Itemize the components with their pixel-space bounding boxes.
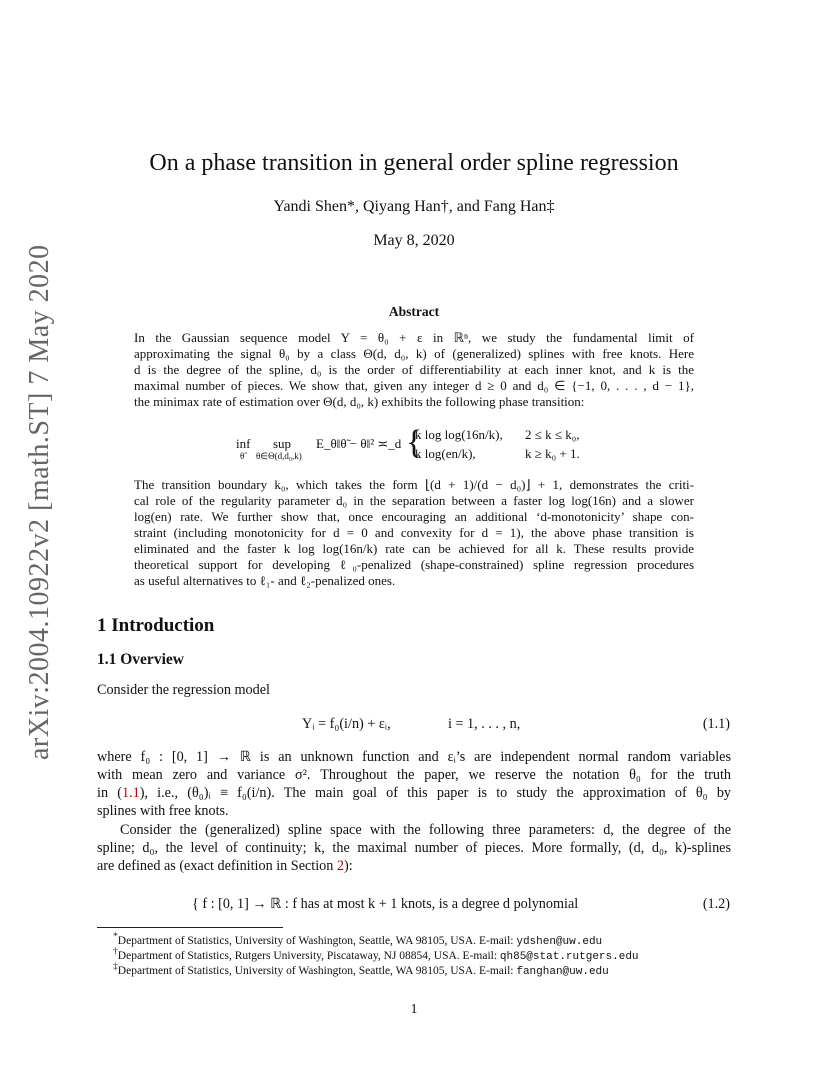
paper-date: May 8, 2020 <box>373 232 455 249</box>
abstract-line: the minimax rate of estimation over Θ(d, d₀, k) exhibits the following phase transition: <box>134 394 585 409</box>
body-line: where f₀ : [0, 1] → ℝ is an unknown function and εᵢ’s are independent normal random variables <box>97 749 731 765</box>
abstract-line: d is the degree of the spline, d₀ is the order of differentiability at each inner knot, and k is the <box>134 362 694 377</box>
left-brace: { <box>406 424 423 461</box>
abstract-line: approximating the signal θ₀ by a class Θ(d, d₀, k) of (generalized) splines with free knots. Here <box>134 346 694 361</box>
equation-1-1-lhs: Yᵢ = f₀(i/n) + εᵢ, <box>302 716 391 732</box>
display-cond1: 2 ≤ k ≤ k₀, <box>525 427 580 442</box>
abstract-line: log(en) rate. We further show that, once encouraging an additional ‘d-monotonicity’ shape con- <box>134 509 694 524</box>
body-line: with mean zero and variance σ². Throughout the paper, we reserve the notation θ₀ for the truth <box>97 767 731 783</box>
page-number: 1 <box>410 1002 418 1017</box>
display-inf-sub: θ̃ <box>240 451 245 461</box>
footnote: ‡Department of Statistics, University of Washington, Seattle, WA 98105, USA. E-mail: fanghan@uw.edu <box>113 961 609 978</box>
display-sup: sup <box>273 436 292 451</box>
abstract-line: The transition boundary k₀, which takes the form ⌊(d + 1)/(d − d₀)⌋ + 1, demonstrates the criti- <box>134 477 694 492</box>
footnote-email: qh85@stat.rutgers.edu <box>499 950 639 963</box>
abstract-line: eliminated and the faster k log log(16n/k) rate can be achieved for all k. These results provide <box>134 541 694 556</box>
abstract-line: as useful alternatives to ℓ₁- and ℓ₂-penalized ones. <box>134 573 396 588</box>
footnote: *Department of Statistics, University of Washington, Seattle, WA 98105, USA. E-mail: ydshen@uw.edu <box>113 931 603 948</box>
display-cond2: k ≥ k₀ + 1. <box>525 446 580 461</box>
body-line: spline; d₀, the level of continuity; k, the maximal number of pieces. More formally, (d, d₀, k)-splines <box>97 840 731 856</box>
equation-reference-link[interactable]: 1.1 <box>121 785 140 801</box>
paper-title: On a phase transition in general order spline regression <box>149 150 679 176</box>
abstract-line: cal role of the regularity parameter d₀ in the separation between a faster log log(16n) and a slower <box>134 493 694 508</box>
equation-1-2: { f : [0, 1] → ℝ : f has at most k + 1 knots, is a degree d polynomial <box>192 896 579 912</box>
author-list: Yandi Shen*, Qiyang Han†, and Fang Han‡ <box>273 198 555 215</box>
section-heading-introduction: 1 Introduction <box>97 615 215 636</box>
display-case2: k log(en/k), <box>415 446 476 461</box>
footnote-email: fanghan@uw.edu <box>516 965 609 978</box>
display-sup-sub: θ∈Θ(d,d₀,k) <box>256 451 302 461</box>
footnote: †Department of Statistics, Rutgers University, Piscataway, NJ 08854, USA. E-mail: qh85@stat.rutgers.edu <box>113 946 639 963</box>
equation-number: (1.2) <box>702 896 730 912</box>
display-inf: inf <box>236 436 251 451</box>
equation-number: (1.1) <box>702 716 730 732</box>
display-expression: E_θ‖θ̃ − θ‖² ≍_d <box>316 436 402 451</box>
body-line: splines with free knots. <box>97 803 229 819</box>
section-reference-link[interactable]: 2 <box>336 858 345 874</box>
body-line: Consider the (generalized) spline space with the following three parameters: d, the degree of the <box>120 822 731 838</box>
body-line: are defined as (exact definition in Section 2): <box>97 858 353 874</box>
display-case1: k log log(16n/k), <box>415 427 503 442</box>
equation-1-1-range: i = 1, . . . , n, <box>448 716 521 732</box>
body-line: in (1.1), i.e., (θ₀)ᵢ ≡ f₀(i/n). The main goal of this paper is to study the approximation of θ₀ by <box>97 785 732 801</box>
arxiv-identifier: arXiv:2004.10922v2 [math.ST] 7 May 2020 <box>24 244 55 760</box>
abstract-line: maximal number of pieces. We show that, given any integer d ≥ 0 and d₀ ∈ {−1, 0, . . . , d − 1}, <box>134 378 694 393</box>
abstract-line: straint (including monotonicity for d = 0 and convexity for d = 1), the above phase transition is <box>134 525 694 540</box>
footnote-rule <box>97 927 283 928</box>
abstract-line: In the Gaussian sequence model Y = θ₀ + ε in ℝⁿ, we study the fundamental limit of <box>134 330 694 345</box>
subsection-heading-overview: 1.1 Overview <box>97 651 184 668</box>
footnote-email: ydshen@uw.edu <box>516 935 603 948</box>
body-line: Consider the regression model <box>97 682 270 698</box>
abstract-heading: Abstract <box>388 304 440 319</box>
abstract-line: theoretical support for developing ℓ₀-penalized (shape-constrained) spline regression procedures <box>134 557 694 572</box>
